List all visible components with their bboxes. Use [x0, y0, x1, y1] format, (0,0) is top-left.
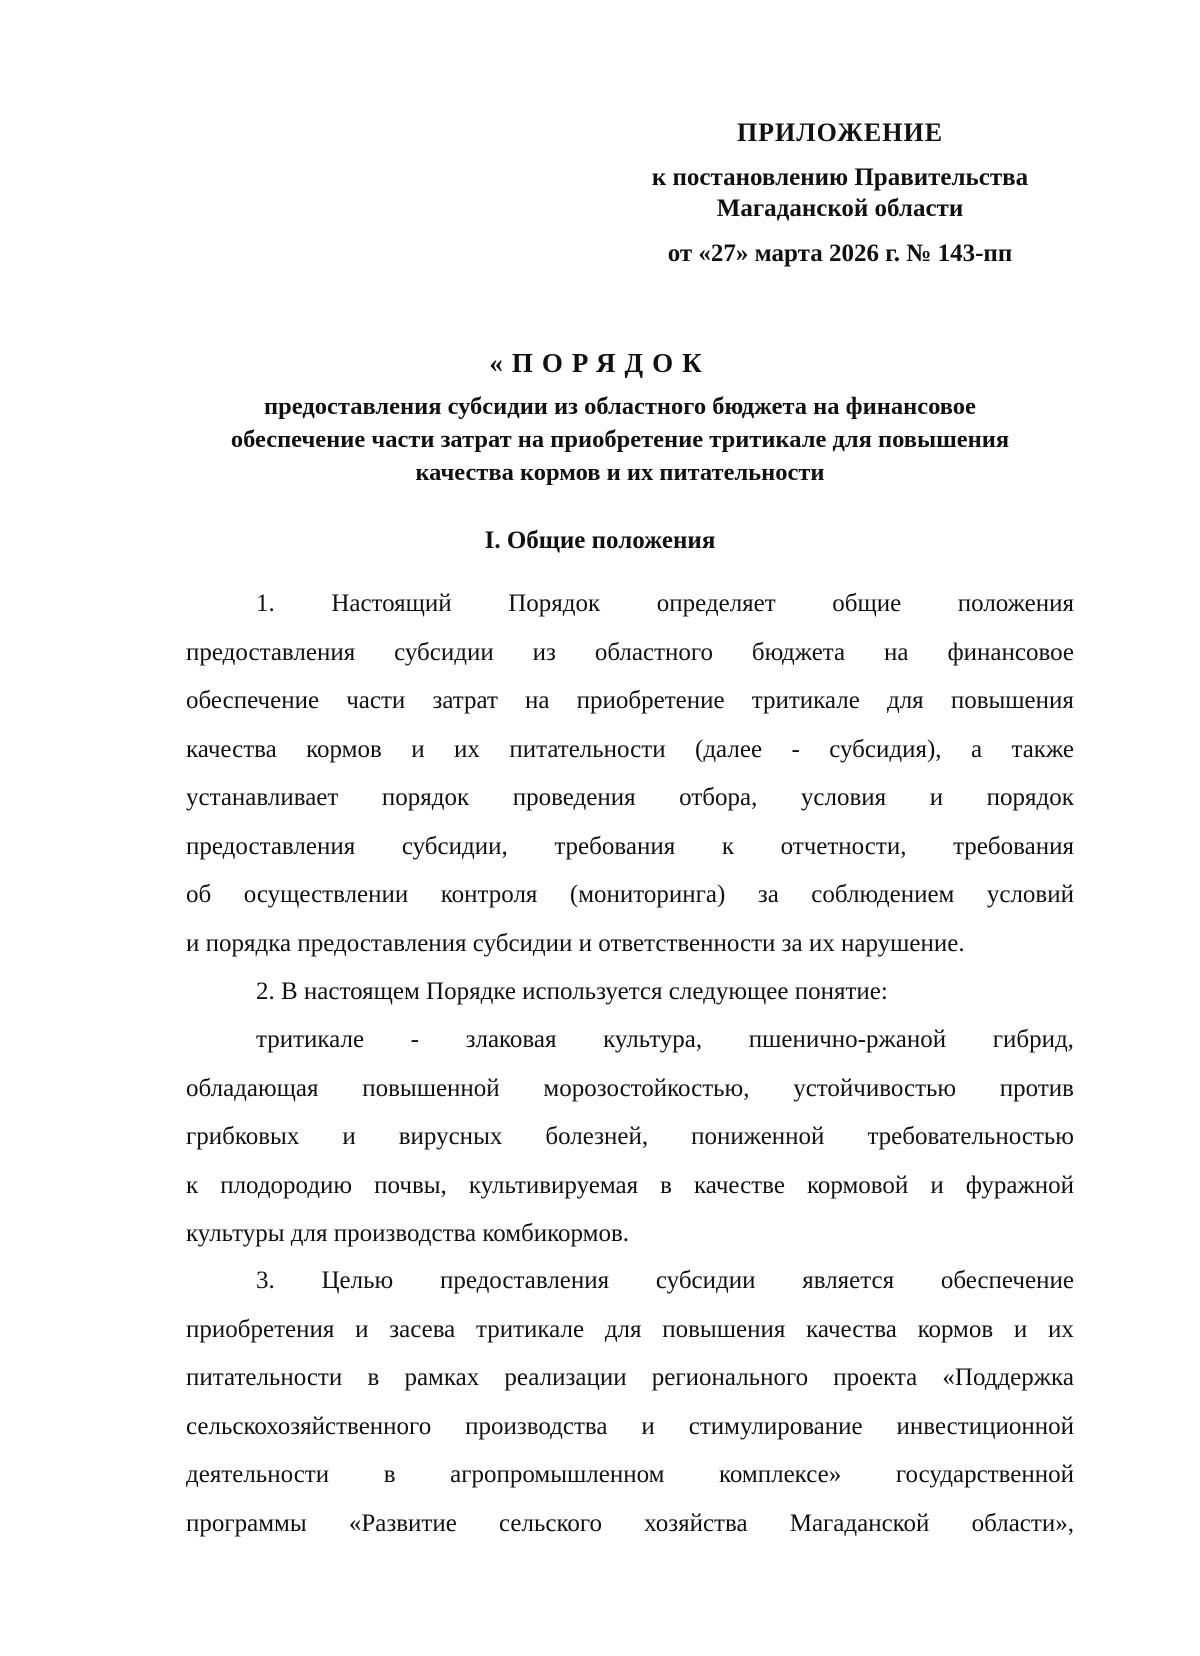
word: против	[999, 1074, 1074, 1102]
word: субсидии,	[401, 832, 508, 860]
word: бюджета	[751, 638, 846, 666]
word: проекта	[833, 1364, 918, 1391]
paragraph-line	[186, 1451, 1074, 1500]
word: обеспечение	[186, 687, 320, 714]
word: условий	[986, 881, 1074, 908]
word: «Развитие	[348, 1509, 457, 1537]
word: хозяйства	[644, 1509, 748, 1537]
paragraph-line	[186, 1113, 1074, 1162]
word: Порядок	[508, 590, 601, 617]
subtitle-line: качества кормов и их питательности	[415, 459, 825, 486]
word: на	[525, 687, 550, 714]
word: условия	[800, 784, 887, 811]
word: пшенично-ржаной	[748, 1026, 947, 1053]
paragraph-line	[186, 629, 1074, 678]
word: в	[367, 1364, 380, 1391]
word: и	[1013, 1315, 1028, 1343]
paragraph-line: культуры для производства комбикормов.	[186, 1220, 630, 1247]
word: части	[346, 687, 406, 714]
paragraph-line: и порядка предоставления субсидии и ответственности за их нарушение.	[186, 929, 965, 957]
word: требования	[554, 832, 676, 860]
word: для	[886, 687, 924, 714]
word: субсидии	[394, 638, 494, 666]
word: -	[410, 1026, 419, 1053]
word: грибковых	[186, 1123, 300, 1150]
paragraph-line	[186, 1500, 1074, 1549]
word: деятельности	[186, 1461, 330, 1488]
word: повышения	[662, 1315, 786, 1343]
paragraph-line	[186, 1257, 1074, 1306]
appendix-date-number: от «27» марта 2026 г. № 143-пп	[667, 240, 1013, 267]
word: 1.	[256, 590, 275, 617]
paragraph-line	[186, 580, 1074, 629]
word: а	[970, 735, 983, 763]
word: предоставления	[186, 638, 356, 666]
word: гибрид,	[992, 1026, 1074, 1053]
word: соблюдением	[811, 881, 955, 908]
word: сельского	[498, 1509, 602, 1537]
word: предоставления	[186, 832, 356, 860]
word: качества	[186, 735, 277, 763]
word: обладающая	[186, 1074, 319, 1102]
word: затрат	[432, 687, 498, 714]
word: качества	[806, 1315, 897, 1343]
word: к	[186, 1171, 199, 1199]
word: финансовое	[947, 638, 1074, 666]
word: морозостойкостью,	[543, 1074, 750, 1102]
document-title: «ПОРЯДОК	[489, 348, 711, 378]
word: вирусных	[398, 1123, 503, 1150]
word: регионального	[651, 1364, 809, 1391]
word: отчетности,	[780, 832, 907, 860]
section-heading: I. Общие положения	[484, 527, 716, 554]
paragraph-line	[186, 871, 1074, 920]
word: осуществлении	[243, 881, 409, 908]
paragraph-line	[186, 1306, 1074, 1355]
word: в	[660, 1171, 672, 1199]
word: их	[1048, 1315, 1074, 1343]
word: приобретения	[186, 1315, 335, 1343]
word: из	[532, 638, 556, 666]
document-subtitle	[160, 390, 1080, 489]
paragraph-line	[186, 677, 1074, 726]
word: их	[454, 735, 480, 763]
word: требования	[953, 832, 1074, 860]
word: положения	[957, 590, 1074, 617]
word: (далее	[695, 735, 763, 763]
word: на	[884, 638, 909, 666]
word: устанавливает	[186, 784, 339, 811]
word: контроля	[440, 881, 538, 908]
word: 3.	[256, 1267, 275, 1294]
word: повышения	[950, 687, 1074, 714]
word: является	[802, 1267, 895, 1294]
paragraph-line	[186, 1354, 1074, 1403]
word: стимулирование	[688, 1412, 863, 1440]
word: Магаданской	[789, 1509, 930, 1537]
word: рамках	[404, 1364, 480, 1391]
word: питательности	[509, 735, 666, 763]
paragraph-1	[186, 580, 1074, 968]
word: засева	[389, 1315, 456, 1343]
word: Целью	[321, 1267, 394, 1294]
word: общие	[832, 590, 902, 617]
word: порядок	[381, 784, 470, 811]
word: кормов	[306, 735, 382, 763]
word: об	[186, 881, 212, 908]
word: тритикале	[256, 1026, 365, 1053]
word: обеспечение	[940, 1267, 1074, 1294]
word: субсидия),	[829, 735, 942, 763]
word: субсидии	[655, 1267, 756, 1294]
word: повышенной	[362, 1074, 500, 1102]
word: и	[342, 1123, 356, 1150]
word: питательности	[186, 1364, 343, 1391]
paragraph-line	[186, 1162, 1074, 1211]
word: комплексе»	[719, 1461, 842, 1488]
paragraph-line	[186, 1065, 1074, 1114]
word: злаковая	[465, 1026, 557, 1053]
word: (мониторинга)	[569, 881, 726, 908]
word: программы	[186, 1509, 307, 1537]
appendix-region-line: Магаданской области	[716, 195, 964, 222]
word: государственной	[895, 1461, 1074, 1488]
word: «Поддержка	[942, 1364, 1074, 1391]
word: тритикале	[751, 687, 860, 714]
word: кормов	[917, 1315, 994, 1343]
word: и	[929, 784, 944, 811]
word: определяет	[656, 590, 776, 617]
word: кормовой	[806, 1171, 909, 1199]
word: и	[641, 1412, 655, 1440]
word: культура,	[603, 1026, 703, 1053]
paragraph-3	[186, 1257, 1074, 1548]
word: культивируемая	[468, 1171, 639, 1199]
appendix-resolution-line: к постановлению Правительства	[651, 164, 1029, 191]
appendix-title: ПРИЛОЖЕНИЕ	[736, 118, 944, 147]
word: производства	[465, 1412, 608, 1440]
paragraph-line	[186, 774, 1074, 823]
word: для	[604, 1315, 642, 1343]
word: тритикале	[476, 1315, 585, 1343]
word: к	[721, 832, 734, 860]
word: порядок	[986, 784, 1074, 811]
word: устойчивостью	[793, 1074, 957, 1102]
word: в	[383, 1461, 396, 1488]
word: плодородию	[220, 1171, 353, 1199]
word: болезней,	[545, 1123, 649, 1150]
word: за	[757, 881, 779, 908]
word: и	[411, 735, 425, 763]
word: отбора,	[679, 784, 758, 811]
paragraph-line: 2. В настоящем Порядке используется следующее понятие:	[256, 978, 888, 1005]
word: фуражной	[965, 1171, 1074, 1199]
word: требовательностью	[867, 1123, 1074, 1150]
paragraph-definition	[186, 1016, 1074, 1259]
paragraph-line	[186, 726, 1074, 775]
word: качестве	[694, 1171, 785, 1199]
word: и	[930, 1171, 944, 1199]
word: реализации	[504, 1364, 627, 1391]
word: и	[355, 1315, 369, 1343]
word: почвы,	[374, 1171, 447, 1199]
word: пониженной	[691, 1123, 825, 1150]
word: агропромышленном	[450, 1461, 665, 1488]
subtitle-line: предоставления субсидии из областного бюджета на финансовое	[264, 393, 976, 420]
subtitle-line: обеспечение части затрат на приобретение тритикале для повышения	[230, 426, 1010, 453]
paragraph-2	[186, 968, 1074, 1017]
paragraph-line	[186, 823, 1074, 872]
word: области»,	[971, 1509, 1074, 1537]
word: приобретение	[576, 687, 725, 714]
word: инвестиционной	[896, 1412, 1074, 1440]
word: проведения	[512, 784, 636, 811]
word: Настоящий	[331, 590, 452, 617]
word: -	[791, 735, 800, 763]
paragraph-line	[186, 1016, 1074, 1065]
word: также	[1011, 735, 1074, 763]
paragraph-line	[186, 1403, 1074, 1452]
word: областного	[594, 638, 714, 666]
word: предоставления	[439, 1267, 610, 1294]
word: сельскохозяйственного	[186, 1412, 432, 1440]
